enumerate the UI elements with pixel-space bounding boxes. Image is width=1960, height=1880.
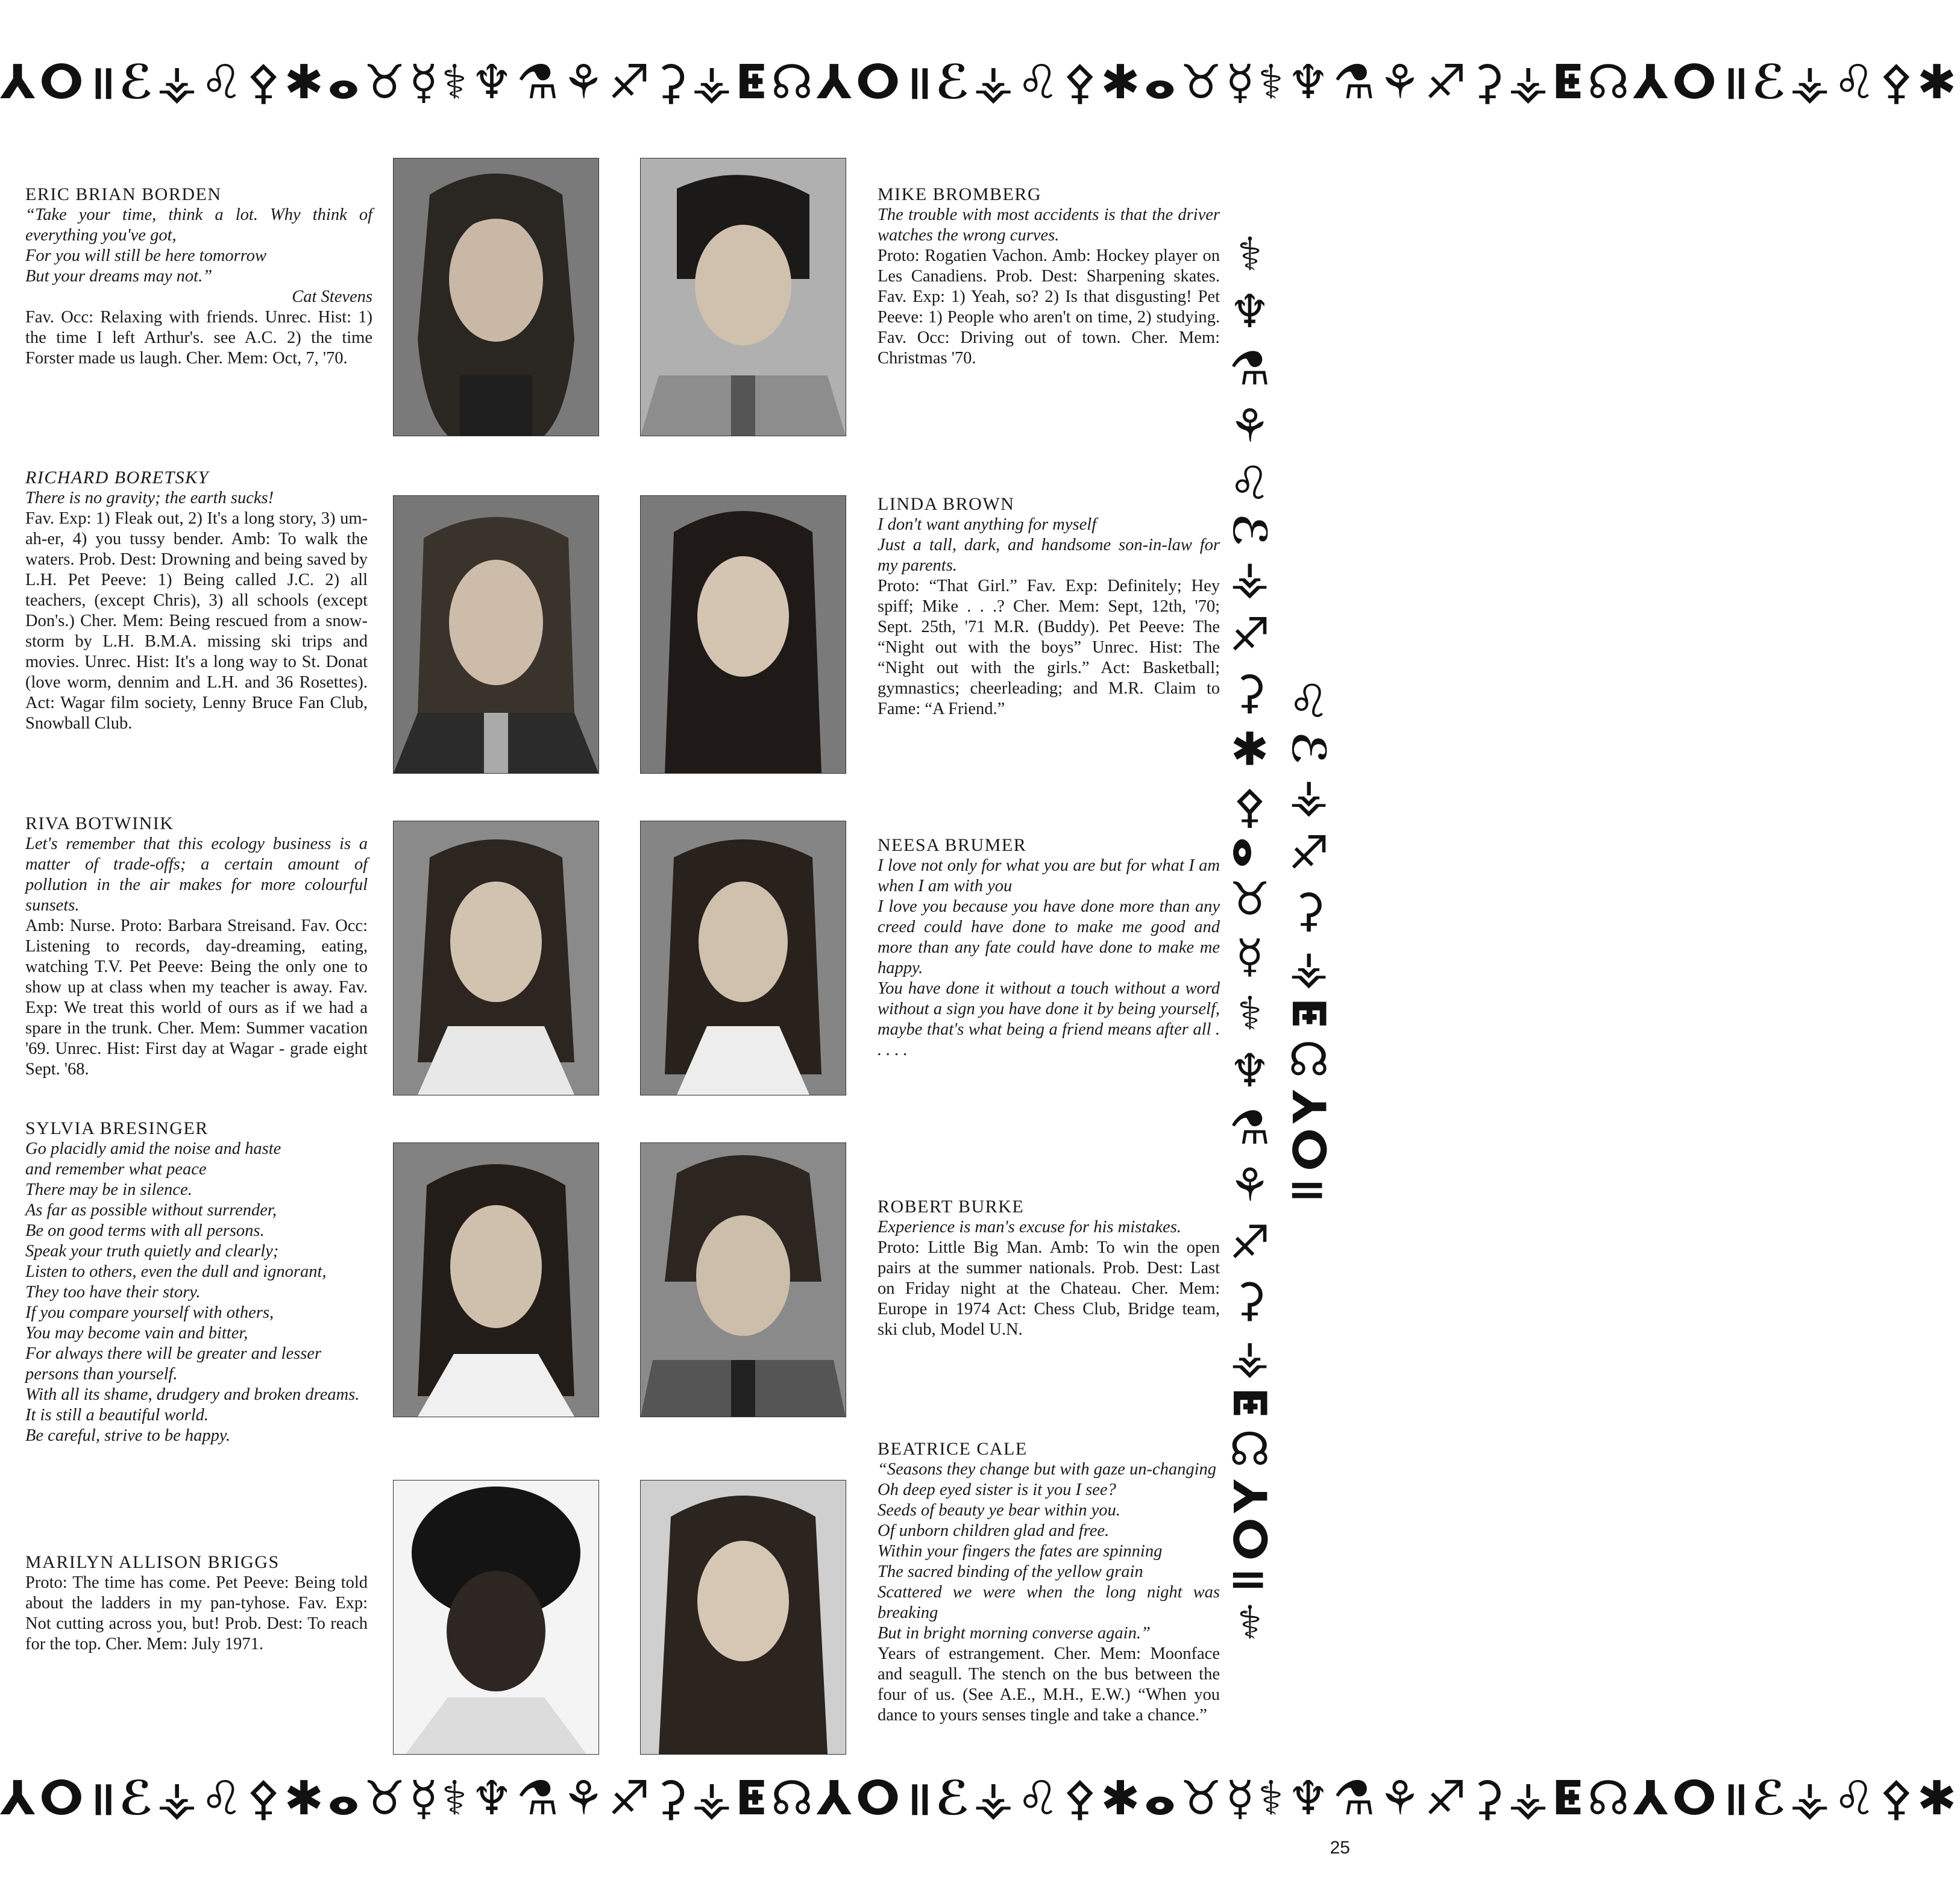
portrait-neesa-brumer [640,821,846,1095]
student-name: BEATRICE CALE [878,1439,1028,1459]
student-name: ERIC BRIAN BORDEN [25,184,222,204]
portrait-richard-boretsky [393,495,599,774]
entry-riva-botwinik [25,813,368,1080]
student-bio: Proto: Rogatien Vachon. Amb: Hockey player on Les Canadiens. Prob. Dest: Sharpening skates. Fav. Exp: 1) Yeah, so? 2) Is that disgusting! Pet Peeve: 1) People who aren't on time, 2) studying. Fav. Occ: Driving out of town. Cher. Mem: Christmas '70. [878,246,1220,368]
glyph-border-right: ♌ℰ⚶♐⚳⚶ⵟ☊⅄ⵔ॥⚕♆⚗⚘♌ℰ⚶♐⚳✱⚴ⴰ♉☿⚕♆⚗⚘♐⚳⚶ⵟ☊⅄ⵔ॥⚕ [1223,227,1336,1653]
entry-richard-boretsky [25,468,368,734]
student-name: RIVA BOTWINIK [25,813,174,833]
student-bio: Fav. Occ: Relaxing with friends. Unrec. Hist: 1) the time I left Arthur's. see A.C. 2) the time Forster made us laugh. Cher. Mem: Oct, 7, '70. [25,308,372,368]
student-name: LINDA BROWN [878,494,1015,514]
portrait-eric-borden [393,158,599,436]
glyph-border-top: ⅄ⵔ॥ℰ⚶♌⚴✱ⴰ♉☿⚕♆⚗⚘♐⚳⚶ⵟ☊⅄ⵔ॥ℰ⚶♌⚴✱ⴰ♉☿⚕♆⚗⚘♐⚳⚶ⵟ☊⅄ⵔ॥ℰ⚶♌⚴✱ [0,55,1960,110]
student-bio: Proto: The time has come. Pet Peeve: Being told about the ladders in my pan-tyhose. Fav. Exp: Not cutting across you, but! Prob. Dest: To reach for the top. Cher. Mem: July 1971. [25,1573,368,1653]
entry-neesa-brumer [878,835,1220,1061]
student-name: SYLVIA BRESINGER [25,1118,209,1138]
entry-sylvia-bresinger [25,1118,369,1446]
entry-marilyn-briggs [25,1552,368,1655]
student-bio: Proto: Little Big Man. Amb: To win the open pairs at the summer nationals. Prob. Dest: Last on Friday night at the Chateau. Cher. Mem: Europe in 1974 Act: Chess Club, Bridge team, ski club, Model U.N. [878,1238,1220,1339]
student-bio: Fav. Exp: 1) Fleak out, 2) It's a long story, 3) um-ah-er, 4) you tussy bender. Amb: To walk the waters. Prob. Dest: Drowning and being saved by L.H. Pet Peeve: 1) Being called J.C. 2) all teachers, (except Chris), 3) all schools (except Don's.) Cher. Mem: Being rescued from a snow-storm by L.H. B.M.A. missing ski trips and movies. Unrec. Hist: It's a long way to St. Donat (love worm, dennim and L.H. and 36 Rosettes). Act: Wagar film society, Lenny Bruce Fan Club, Snowball Club. [25,509,368,733]
portrait-robert-burke [640,1142,846,1417]
student-name: MIKE BROMBERG [878,184,1042,204]
student-bio: Years of estrangement. Cher. Mem: Moonface and seagull. The stench on the bus between the four of us. (See A.E., M.H., E.W.) “When you dance to yours senses tingle and take a chance.” [878,1644,1220,1725]
portrait-marilyn-briggs [393,1480,599,1755]
student-quote: There is no gravity; the earth sucks! [25,489,274,507]
student-bio: Proto: “That Girl.” Fav. Exp: Definitely; Hey spiff; Mike . . .? Cher. Mem: Sept, 12th, '70; Sept. 25th, '71 M.R. (Buddy). Pet Peeve: The “Night out with the boys” Unrec. Hist: The “Night out with the girls.” Act: Basketball; gymnastics; cheerleading; and M.R. Claim to Fame: “A Friend.” [878,577,1220,718]
glyph-border-bottom: ⅄ⵔ॥ℰ⚶♌⚴✱ⴰ♉☿⚕♆⚗⚘♐⚳⚶ⵟ☊⅄ⵔ॥ℰ⚶♌⚴✱ⴰ♉☿⚕♆⚗⚘♐⚳⚶ⵟ☊⅄ⵔ॥ℰ⚶♌⚴✱ [0,1772,1960,1826]
student-bio: Amb: Nurse. Proto: Barbara Streisand. Fav. Occ: Listening to records, day-dreaming, eating, watching T.V. Pet Peeve: Being the only one to show up at class when my teacher is away. Fav. Exp: We treat this world of ours as if we had a spare in the trunk. Cher. Mem: Summer vacation '69. Unrec. Hist: First day at Wagar - grade eight Sept. '68. [25,916,368,1079]
portrait-riva-botwinik [393,821,599,1095]
student-quote: The trouble with most accidents is that the driver watches the wrong curves. [878,205,1220,245]
student-quote: Let's remember that this ecology business is a matter of trade-offs; a certain amount of pollution in the air makes for more colourful sunsets. [25,835,368,915]
student-name: NEESA BRUMER [878,835,1027,855]
student-quote: Experience is man's excuse for his mistakes. [878,1218,1181,1236]
student-quote: “Take your time, think a lot. Why think of everything you've got, For you will still be here tomorrow But your dreams may not.” [25,205,372,286]
entry-linda-brown [878,494,1220,719]
portrait-mike-bromberg [640,158,846,436]
entry-beatrice-cale [878,1439,1220,1726]
portrait-linda-brown [640,495,846,774]
student-name: ROBERT BURKE [878,1197,1025,1217]
portrait-beatrice-cale [640,1480,846,1755]
entry-eric-borden [25,184,372,369]
entry-mike-bromberg [878,184,1220,369]
student-quote: “Seasons they change but with gaze un-changing Oh deep eyed sister is it you I see? Seeds of beauty ye bear within you. Of unborn children glad and free. Within your fingers the fates are spinning The sacred binding of the yellow grain Scattered we were when the long night was breaking But in bright morning converse again.” [878,1460,1220,1643]
page-number: 25 [1330,1838,1350,1858]
student-quote: I don't want anything for myself Just a tall, dark, and handsome son-in-law for my parents. [878,515,1220,575]
portrait-sylvia-bresinger [393,1142,599,1417]
student-name: RICHARD BORETSKY [25,468,209,487]
student-name: MARILYN ALLISON BRIGGS [25,1552,280,1572]
student-quote: I love not only for what you are but for what I am when I am with you I love you because you have done more than any creed could have done to make me good and more than any fate could have done to make me happy. You have done it without a touch without a word without a sign you have done it by being yourself, maybe that's what being a friend means after all . . . . . [878,856,1220,1059]
quote-attribution: Cat Stevens [292,287,372,306]
entry-robert-burke [878,1197,1220,1340]
student-quote: Go placidly amid the noise and haste and remember what peace There may be in silence. As far as possible without surrender, Be on good terms with all persons. Speak your truth quietly and clearly; Listen to others, even the dull and ignorant, They too have their story. If you compare yourself with others, You may become vain and bitter, For always there will be greater and lesser persons than yourself. With all its shame, drudgery and broken dreams. It is still a beautiful world. Be careful, strive to be happy. [25,1139,360,1445]
